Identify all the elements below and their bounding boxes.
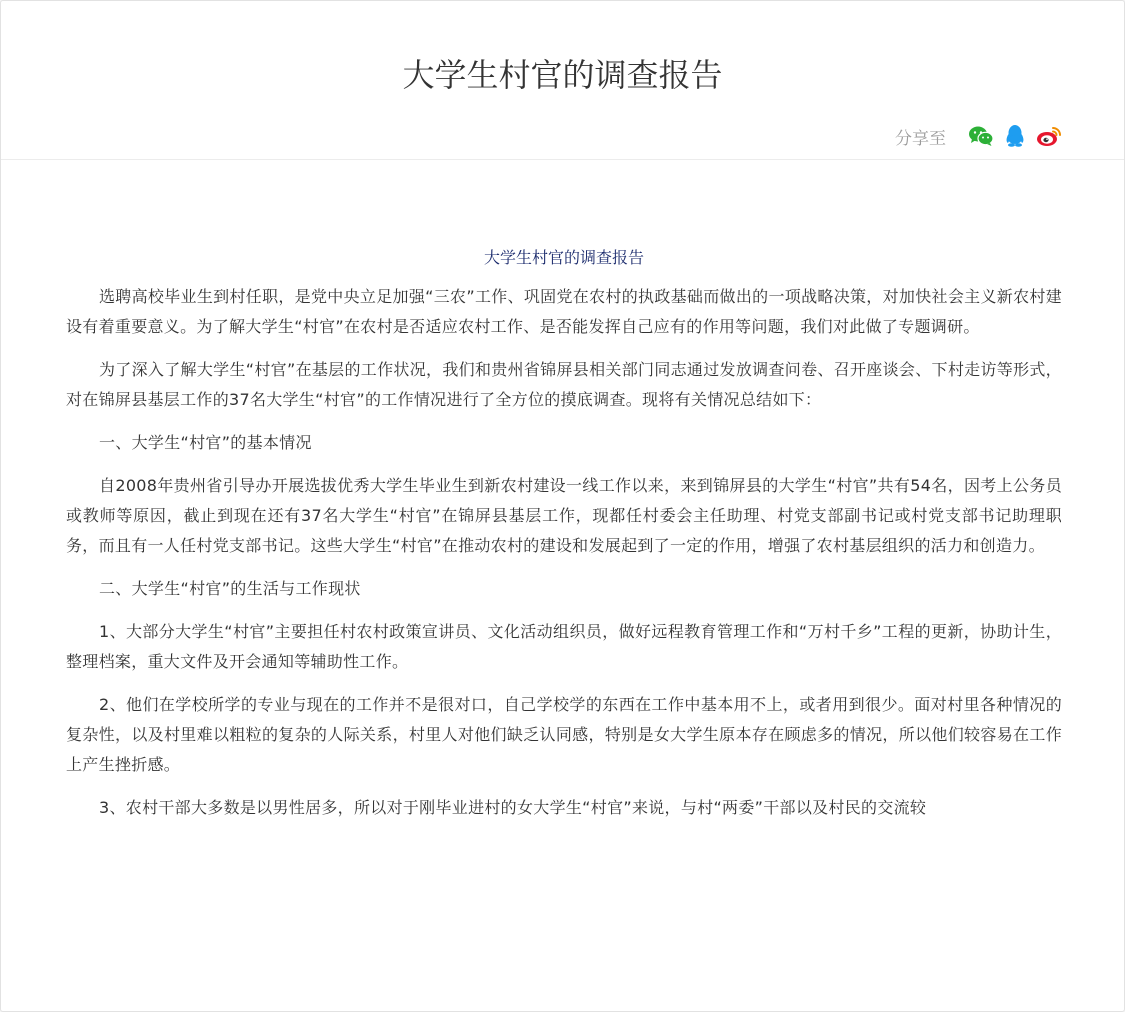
weibo-icon[interactable] bbox=[1036, 123, 1062, 149]
page-header bbox=[1, 1, 1124, 160]
wechat-icon[interactable] bbox=[968, 123, 994, 149]
article-paragraph: 自2008年贵州省引导办开展选拔优秀大学生毕业生到新农村建设一线工作以来，来到锦屏县的大学生“村官”共有54名，因考上公务员或教师等原因，截止到现在还有37名大学生“村官”在锦屏县基层工作，现都任村委会主任助理、村党支部副书记或村党支部书记助理职务，而且有一人任村党支部书记。这些大学生“村官”在推动农村的建设和发展起到了一定的作用，增强了农村基层组织的活力和创造力。 bbox=[66, 476, 1062, 555]
share-label: 分享至 bbox=[895, 128, 946, 149]
share-bar bbox=[895, 121, 1062, 151]
article-paragraph: 2、他们在学校所学的专业与现在的工作并不是很对口，自己学校学的东西在工作中基本用不上，或者用到很少。面对村里各种情况的复杂性，以及村里难以粗粒的复杂的人际关系，村里人对他们缺乏认同感，特别是女大学生原本存在顾虑多的情况，所以他们较容易在工作上产生挫折感。 bbox=[66, 695, 1062, 774]
qq-icon[interactable] bbox=[1002, 123, 1028, 149]
section-heading: 二、大学生“村官”的生活与工作现状 bbox=[99, 579, 361, 598]
article-paragraph: 1、大部分大学生“村官”主要担任村农村政策宣讲员、文化活动组织员，做好远程教育管理工作和“万村千乡”工程的更新，协助计生，整理档案，重大文件及开会通知等辅助性工作。 bbox=[66, 622, 1062, 671]
article-paragraph: 为了深入了解大学生“村官”在基层的工作状况，我们和贵州省锦屏县相关部门同志通过发放调查问卷、召开座谈会、下村走访等形式，对在锦屏县基层工作的37名大学生“村官”的工作情况进行了全方位的摸底调查。现将有关情况总结如下： bbox=[66, 360, 1062, 409]
page-title: 大学生村官的调查报告 bbox=[402, 56, 723, 94]
article-heading: 大学生村官的调查报告 bbox=[483, 248, 644, 267]
article-paragraph: 3、农村干部大多数是以男性居多，所以对于刚毕业进村的女大学生“村官”来说，与村“两委”干部以及村民的交流较 bbox=[99, 798, 927, 817]
section-heading: 一、大学生“村官”的基本情况 bbox=[99, 433, 312, 452]
article-content bbox=[1, 246, 1124, 823]
article-paragraph: 选聘高校毕业生到村任职，是党中央立足加强“三农”工作、巩固党在农村的执政基础而做出的一项战略决策，对加快社会主义新农村建设有着重要意义。为了解大学生“村官”在农村是否适应农村工作、是否能发挥自己应有的作用等问题，我们对此做了专题调研。 bbox=[66, 287, 1062, 336]
